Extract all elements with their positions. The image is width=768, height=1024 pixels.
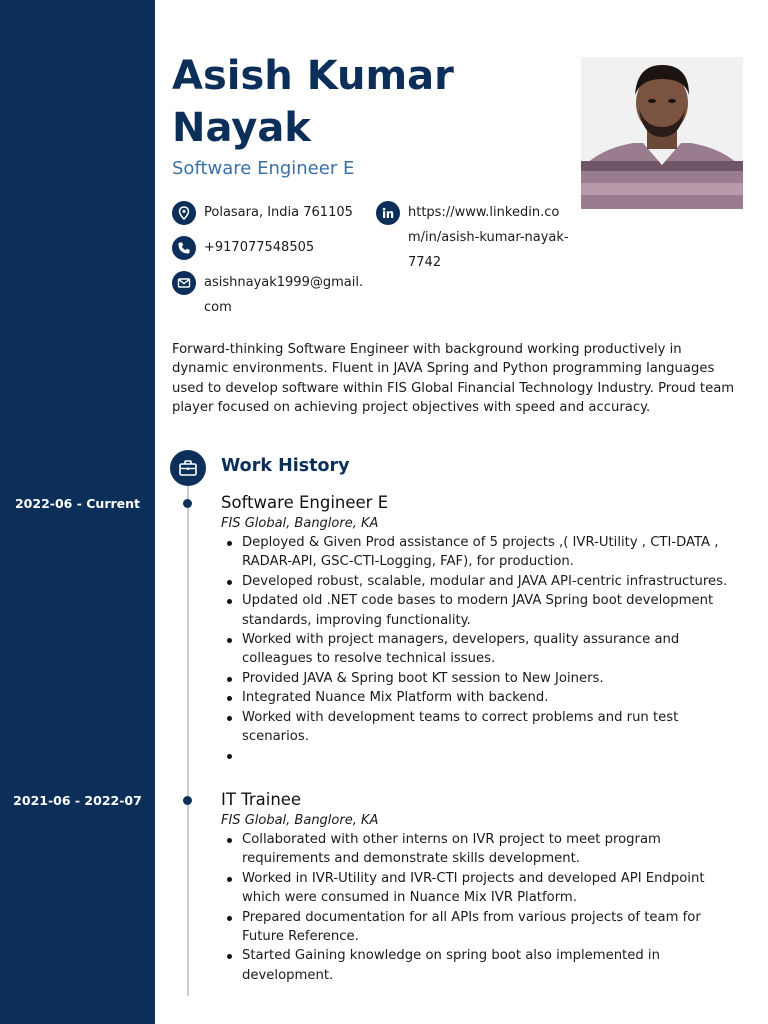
job-company: FIS Global, Banglore, KA [221, 813, 379, 828]
list-item: Worked with development teams to correct problems and run test scenarios. [221, 708, 741, 747]
list-item: Worked in IVR-Utility and IVR-CTI projects and developed API Endpoint which were consumed in Nuance Mix IVR Platform. [221, 869, 741, 908]
job-bullets [221, 830, 741, 985]
phone-icon [172, 236, 196, 260]
job-period: 2021-06 - 2022-07 [13, 793, 142, 808]
job-bullets [221, 533, 741, 766]
list-item: Prepared documentation for all APIs from various projects of team for Future Reference. [221, 908, 741, 947]
candidate-name: Asish Kumar Nayak [172, 53, 454, 151]
phone-text[interactable]: +917077548505 [204, 240, 315, 255]
job-entry [221, 789, 741, 985]
timeline-dot [183, 796, 192, 805]
list-item: Integrated Nuance Mix Platform with backend. [221, 688, 741, 707]
profile-photo [581, 57, 743, 209]
location-pin-icon [172, 201, 196, 225]
job-period: 2022-06 - Current [14, 496, 141, 511]
email-text[interactable]: asishnayak1999@gmail.com [204, 275, 364, 315]
job-entry [221, 492, 741, 766]
timeline-dot [183, 499, 192, 508]
contact-location [172, 201, 372, 225]
candidate-title: Software Engineer E [172, 158, 355, 179]
list-item: Deployed & Given Prod assistance of 5 projects ,( IVR-Utility , CTI-DATA , RADAR-API, GSC-CTI-Logging, FAF), for production. [221, 533, 741, 572]
list-item: Developed robust, scalable, modular and JAVA API-centric infrastructures. [221, 572, 741, 591]
job-title: Software Engineer E [221, 493, 389, 512]
list-item: Collaborated with other interns on IVR project to meet program requirements and demonstrate skills development. [221, 830, 741, 869]
list-item: Provided JAVA & Spring boot KT session to New Joiners. [221, 669, 741, 688]
list-item: Worked with project managers, developers, quality assurance and colleagues to resolve technical issues. [221, 630, 741, 669]
envelope-icon [172, 271, 196, 295]
contact-phone [172, 236, 372, 260]
contact-linkedin [376, 201, 576, 275]
timeline-line [187, 486, 189, 996]
job-company: FIS Global, Banglore, KA [221, 516, 379, 531]
contact-email [172, 271, 372, 320]
profile-summary: Forward-thinking Software Engineer with background working productively in dynamic environments. Fluent in JAVA Spring and Python programming languages used to develop software within FIS Global Financial Technology Industry. Proud team player focused on achieving project objectives with speed and accuracy. [172, 342, 735, 416]
linkedin-icon [376, 201, 400, 225]
section-title-work-history: Work History [221, 456, 350, 476]
list-item: Started Gaining knowledge on spring boot also implemented in development. [221, 946, 741, 985]
list-item [221, 746, 741, 765]
list-item: Updated old .NET code bases to modern JAVA Spring boot development standards, improving functionality. [221, 591, 741, 630]
location-text: Polasara, India 761105 [204, 205, 353, 220]
sidebar [0, 0, 155, 1024]
linkedin-url[interactable]: https://www.linkedin.com/in/asish-kumar-nayak-7742 [408, 205, 569, 270]
briefcase-icon [170, 450, 206, 486]
job-title: IT Trainee [221, 790, 302, 809]
